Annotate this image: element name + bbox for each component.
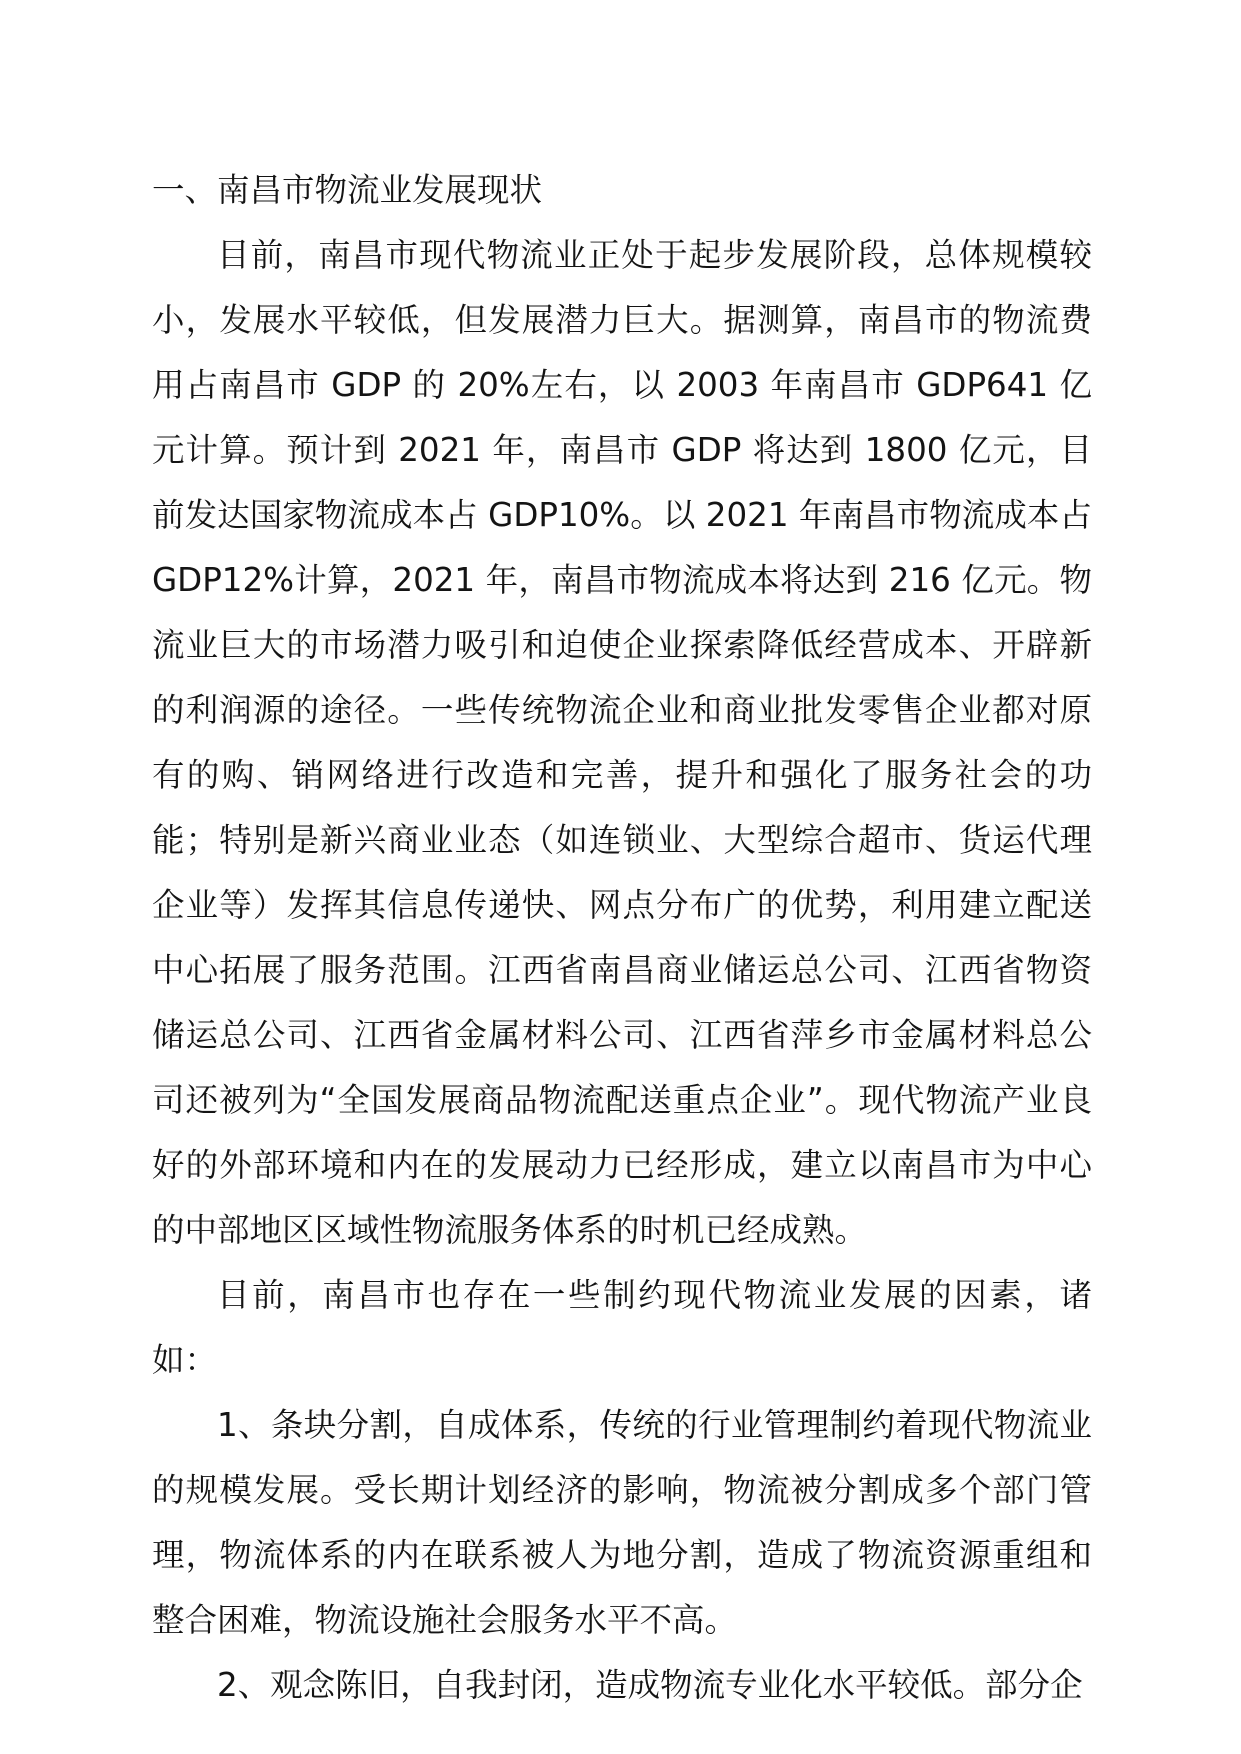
paragraph-constraint-1: 1、条块分割，自成体系，传统的行业管理制约着现代物流业的规模发展。受长期计划经济的影响，物流被分割成多个部门管理，物流体系的内在联系被人为地分割，造成了物流资源重组和整合困难，物流设施社会服务水平不高。: [152, 1406, 1092, 1639]
document-body: [152, 158, 1092, 1718]
paragraph-constraint-2: 2、观念陈旧，自我封闭，造成物流专业化水平较低。部分企: [217, 1666, 1083, 1704]
paragraph-constraints-intro: 目前，南昌市也存在一些制约现代物流业发展的因素，诸如：: [152, 1276, 1092, 1379]
paragraph-current-status: 目前，南昌市现代物流业正处于起步发展阶段，总体规模较小，发展水平较低，但发展潜力巨大。据测算，南昌市的物流费用占南昌市 GDP 的 20%左右，以 2003 年南昌市 GDP641 亿元计算。预计到 2021 年，南昌市 GDP 将达到 1800 亿元，目前发达国家物流成本占 GDP10%。以 2021 年南昌市物流成本占 GDP12%计算，2021 年，南昌市物流成本将达到 216 亿元。物流业巨大的市场潜力吸引和迫使企业探索降低经营成本、开辟新的利润源的途径。一些传统物流企业和商业批发零售企业都对原有的购、销网络进行改造和完善，提升和强化了服务社会的功能；特别是新兴商业业态（如连锁业、大型综合超市、货运代理企业等）发挥其信息传递快、网点分布广的优势，利用建立配送中心拓展了服务范围。江西省南昌商业储运总公司、江西省物资储运总公司、江西省金属材料公司、江西省萍乡市金属材料总公司还被列为“全国发展商品物流配送重点企业”。现代物流产业良好的外部环境和内在的发展动力已经形成，建立以南昌市为中心的中部地区区域性物流服务体系的时机已经成熟。: [152, 236, 1092, 1249]
section-heading: 一、南昌市物流业发展现状: [152, 171, 543, 209]
